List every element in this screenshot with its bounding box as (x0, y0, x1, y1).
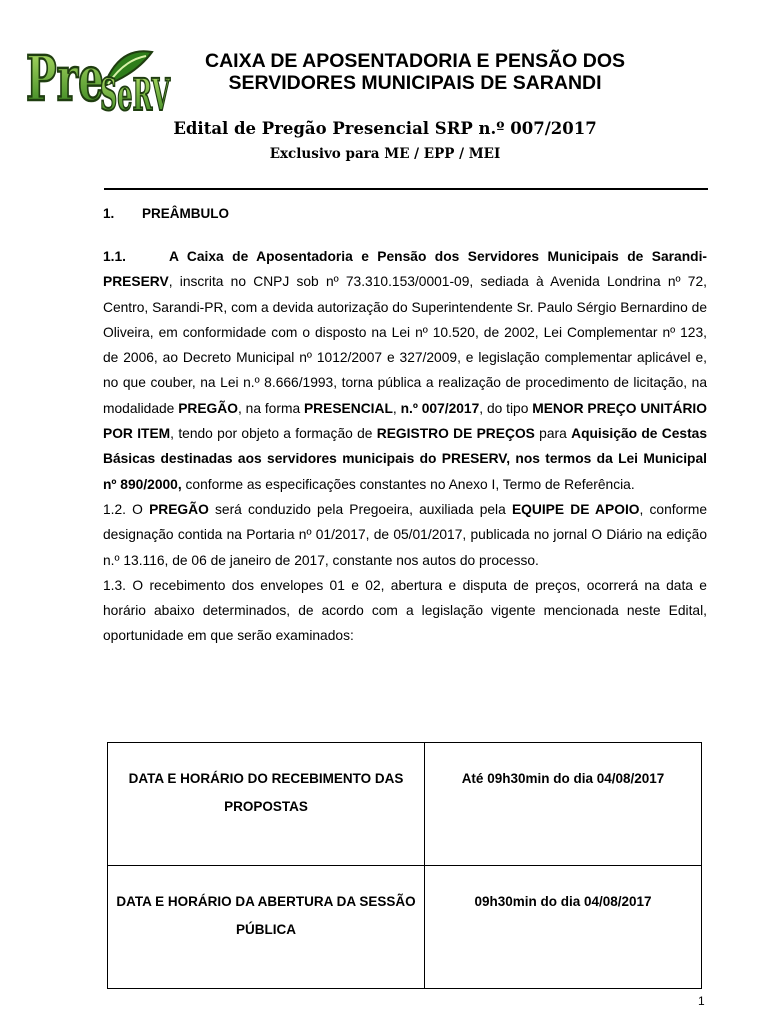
preserv-logo-graphic (24, 26, 174, 120)
p1-1-text-h: , do tipo (479, 400, 533, 416)
org-title-line2: SERVIDORES MUNICIPAIS DE SARANDI (228, 72, 602, 94)
paragraph-1-2-number: 1.2. (103, 501, 127, 517)
table-row (108, 866, 702, 989)
p1-1-bold-k: REGISTRO DE PREÇOS (376, 426, 535, 442)
p1-1-text-f: , (392, 400, 401, 416)
schedule-label-cell: DATA E HORÁRIO DO RECEBIMENTO DAS PROPOSTAS (108, 743, 425, 866)
schedule-table (107, 742, 702, 989)
p1-1-text-b: , inscrita no CNPJ sob nº 73.310.153/0001-09, sediada à Avenida Londrina nº 72, Centro, Sarandi-PR, com a devida autorização do Superintendente Sr. Paulo Sérgio Bernardino de Oliveira, em conformidade com o disposto na Lei nº 10.520, de 2002, Lei Complementar nº 123, de 2006, ao Decreto Municipal nº 1012/2007 e 327/2009, e legislação complementar aplicável e, no que couber, na Lei n.º 8.666/1993, torna pública a realização de procedimento de licitação, na modalidade (103, 274, 707, 416)
header-divider (104, 188, 708, 190)
p1-1-text-j: , tendo por objeto a formação de (170, 426, 377, 442)
p1-1-bold-i: MENOR PREÇO UNITÁRIO POR ITEM (103, 400, 707, 442)
p1-1-bold-m: Aquisição de Cestas Básicas destinadas aos servidores municipais do PRESERV, nos termos da Lei Municipal nº 890/2000, (103, 426, 708, 492)
schedule-value-cell: Até 09h30min do dia 04/08/2017 (425, 743, 702, 866)
svg-text:Pre: Pre (26, 42, 104, 115)
p1-1-bold-e: PRESENCIAL (303, 400, 393, 416)
schedule-label-cell: DATA E HORÁRIO DA ABERTURA DA SESSÃO PÚBLICA (108, 866, 425, 989)
section-title: PREÂMBULO (142, 206, 229, 221)
p1-2-text-e: , conforme designação contida na Portaria nº 01/2017, de 05/01/2017, publicada no jornal O Diário na edição n.º 13.116, de 06 de janeiro de 2017, constante nos autos do processo. (103, 501, 708, 568)
preserv-logo (24, 26, 174, 120)
edital-title: Edital de Pregão Presencial SRP n.º 007/2017 (173, 119, 597, 138)
p1-3-text: O recebimento dos envelopes 01 e 02, abertura e disputa de preços, ocorrerá na data e horário abaixo determinados, de acordo com a legislação vigente mencionada neste Edital, oportunidade em que serão examinados: (103, 577, 707, 644)
paragraph-1-2 (103, 497, 707, 573)
section-heading (103, 206, 229, 221)
page-number: 1 (698, 994, 705, 1008)
organization-title (176, 50, 654, 94)
p1-2-bold-d: EQUIPE DE APOIO (511, 501, 640, 517)
paragraph-1-1-number: 1.1. (103, 249, 127, 264)
svg-text:SeRV: SeRV (100, 70, 171, 120)
edital-subtitle: Exclusivo para ME / EPP / MEI (269, 146, 501, 162)
p1-1-bold-c: PREGÃO (178, 400, 238, 416)
table-row (108, 743, 702, 866)
paragraph-1-3 (103, 573, 707, 649)
p1-2-bold-b: PREGÃO (149, 501, 209, 517)
org-title-line1: CAIXA DE APOSENTADORIA E PENSÃO DOS (204, 50, 626, 72)
p1-1-bold-g: n.º 007/2017 (400, 400, 480, 416)
p1-1-text-l: para (534, 426, 572, 442)
paragraph-1-1 (103, 244, 707, 497)
p1-2-text-a: O (126, 501, 150, 517)
paragraph-1-3-number: 1.3. (103, 577, 127, 593)
p1-1-text-d: , na forma (237, 400, 304, 416)
p1-2-text-c: será conduzido pela Pregoeira, auxiliada pela (208, 501, 512, 517)
p1-1-text-n: conforme as especificações constantes no Anexo I, Termo de Referência. (181, 476, 635, 492)
schedule-value-cell: 09h30min do dia 04/08/2017 (425, 866, 702, 989)
p1-1-entity: A Caixa de Aposentadoria e Pensão dos Servidores Municipais de Sarandi-PRESERV (103, 249, 707, 290)
document-body (103, 244, 707, 649)
section-number: 1. (103, 206, 115, 221)
